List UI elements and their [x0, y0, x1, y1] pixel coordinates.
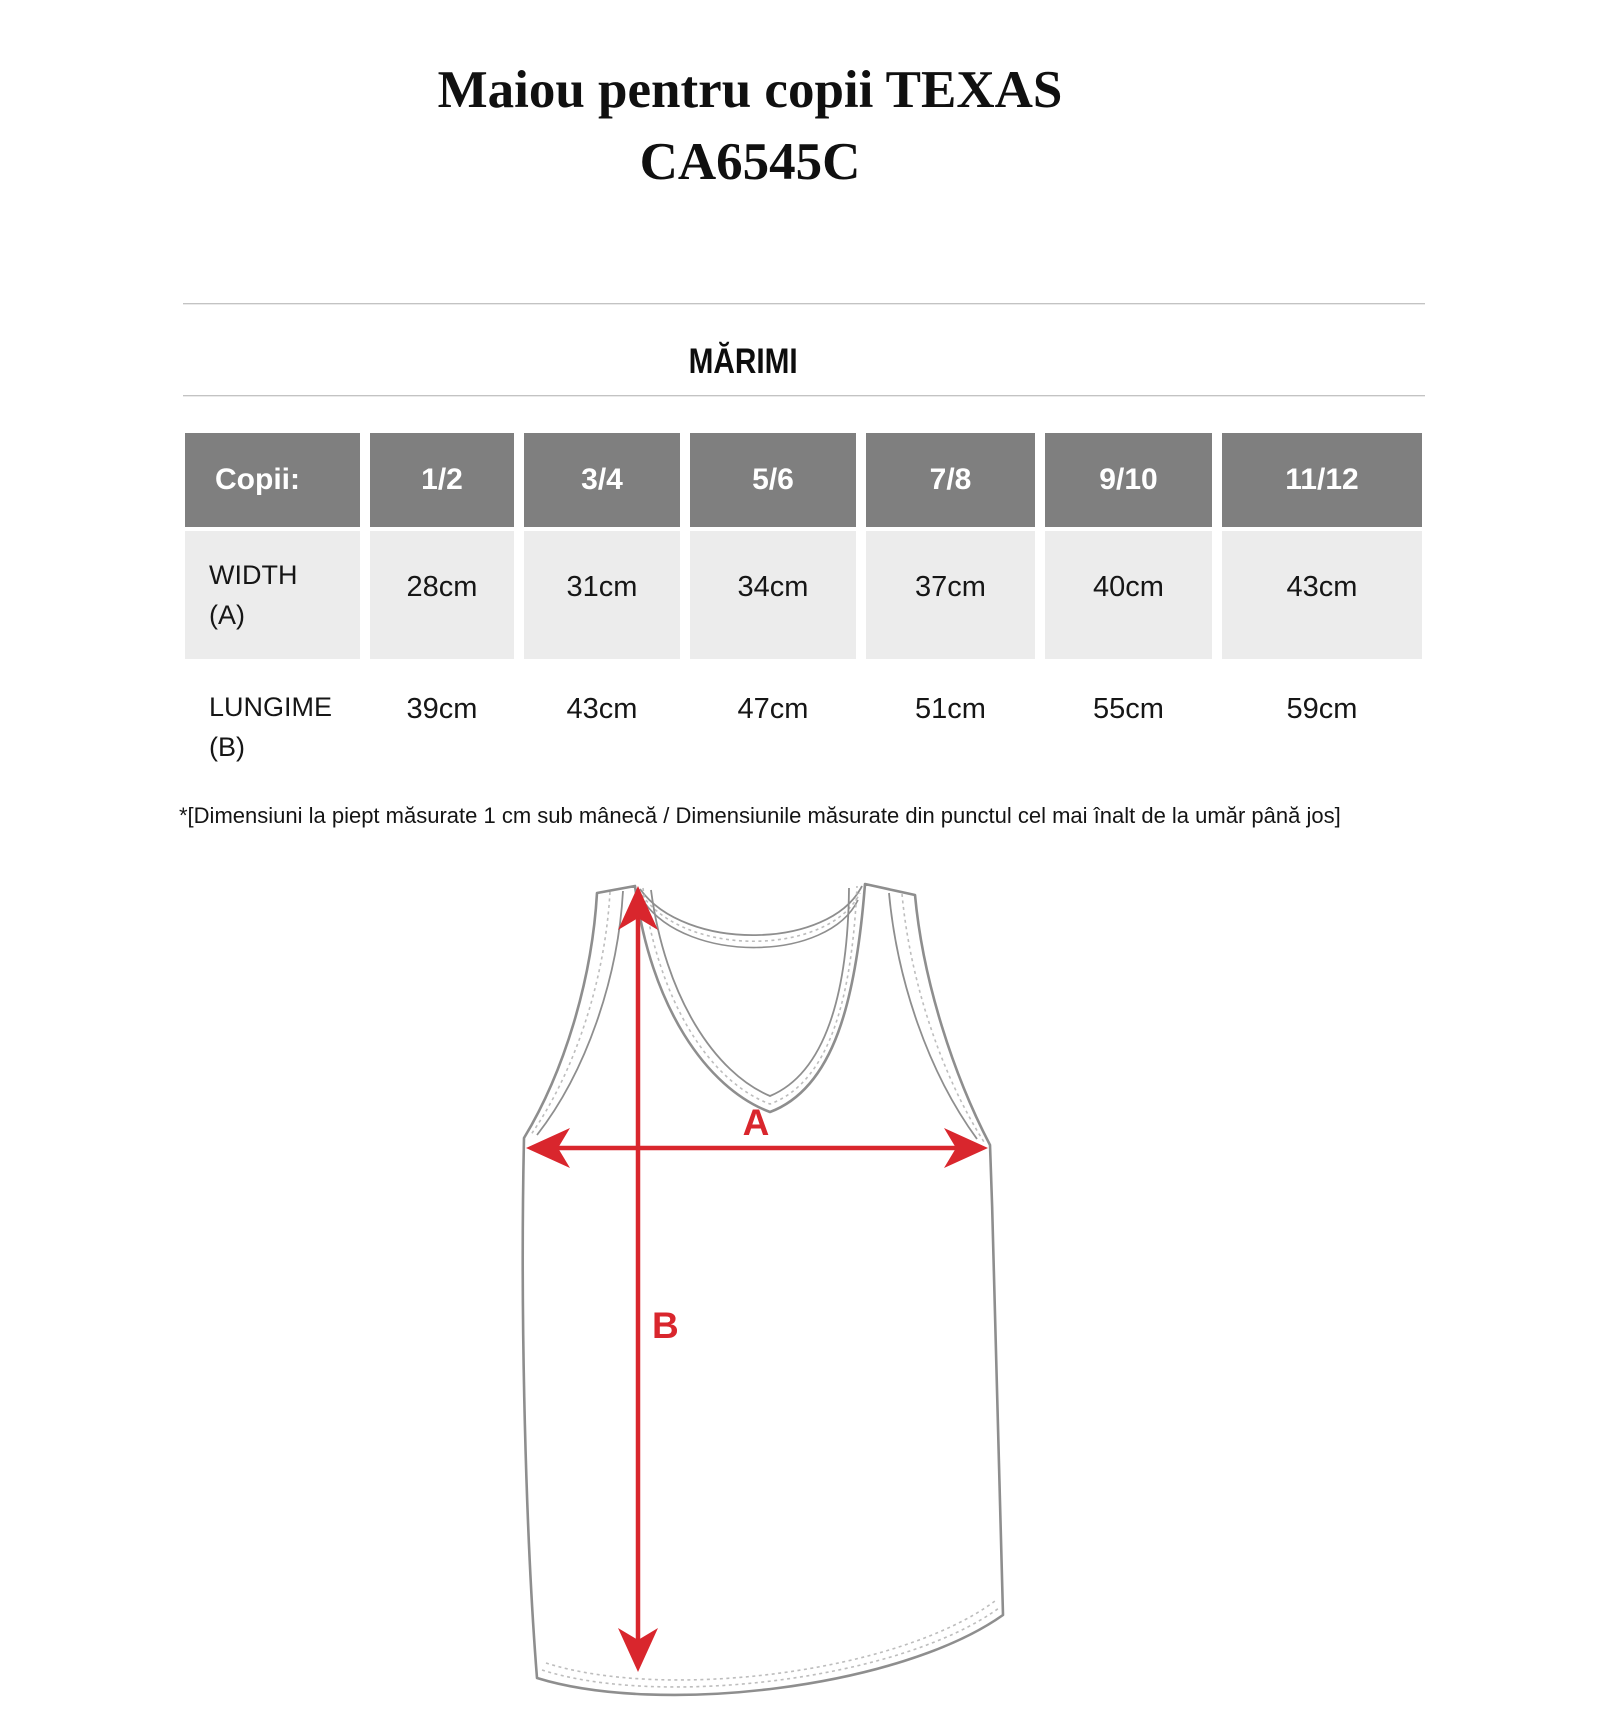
sizes-section-heading — [0, 342, 1600, 382]
length-value-1-2: 39cm — [406, 693, 478, 725]
length-value-7-8: 51cm — [915, 693, 986, 725]
measurement-footnote: *[Dimensiuni la piept măsurate 1 cm sub mânecă / Dimensiunile măsurate din punctul cel mai înalt de la umăr până jos] — [179, 803, 1341, 828]
length-value-11-12: 59cm — [1286, 693, 1358, 725]
width-value-3-4: 31cm — [524, 531, 680, 659]
width-value-9-10: 40cm — [1045, 531, 1212, 659]
size-table-header-1-2: 1/2 — [370, 433, 514, 527]
width-value-7-8: 37cm — [866, 531, 1035, 659]
page-title-line2: CA6545C — [639, 133, 861, 191]
divider-bottom — [183, 395, 1425, 397]
size-table-header-7-8: 7/8 — [866, 433, 1035, 527]
length-row-label-line1: LUNGIME — [209, 692, 333, 722]
length-row-label-line2: (B) — [209, 732, 245, 762]
width-value-11-12: 43cm — [1222, 531, 1422, 659]
size-table-header-copii: Copii: — [185, 433, 360, 527]
back-neckline-inner — [644, 900, 858, 948]
length-row-label — [185, 663, 360, 794]
width-row-label — [185, 531, 360, 659]
length-value-3-4: 43cm — [566, 693, 638, 725]
size-table-header-9-10: 9/10 — [1045, 433, 1212, 527]
garment-outline — [523, 884, 1003, 1695]
length-value-9-10: 55cm — [1093, 693, 1164, 725]
width-row-label-line2: (A) — [209, 600, 245, 630]
page-title — [0, 54, 1550, 198]
size-table — [185, 433, 1422, 794]
width-value-5-6: 34cm — [690, 531, 856, 659]
size-table-header-3-4: 3/4 — [524, 433, 680, 527]
divider-top — [183, 303, 1425, 305]
size-table-header-5-6: 5/6 — [690, 433, 856, 527]
sizes-section-heading-text: MĂRIMI — [688, 342, 798, 381]
width-row-label-line1: WIDTH — [209, 560, 298, 590]
length-value-5-6: 47cm — [737, 693, 809, 725]
width-arrow-label: A — [742, 1102, 770, 1143]
page-title-line1: Maiou pentru copii TEXAS — [437, 61, 1063, 119]
width-value-1-2: 28cm — [370, 531, 514, 659]
size-table-header-11-12: 11/12 — [1222, 433, 1422, 527]
tank-top-diagram — [480, 860, 1220, 1700]
length-arrow-label: B — [652, 1305, 679, 1346]
